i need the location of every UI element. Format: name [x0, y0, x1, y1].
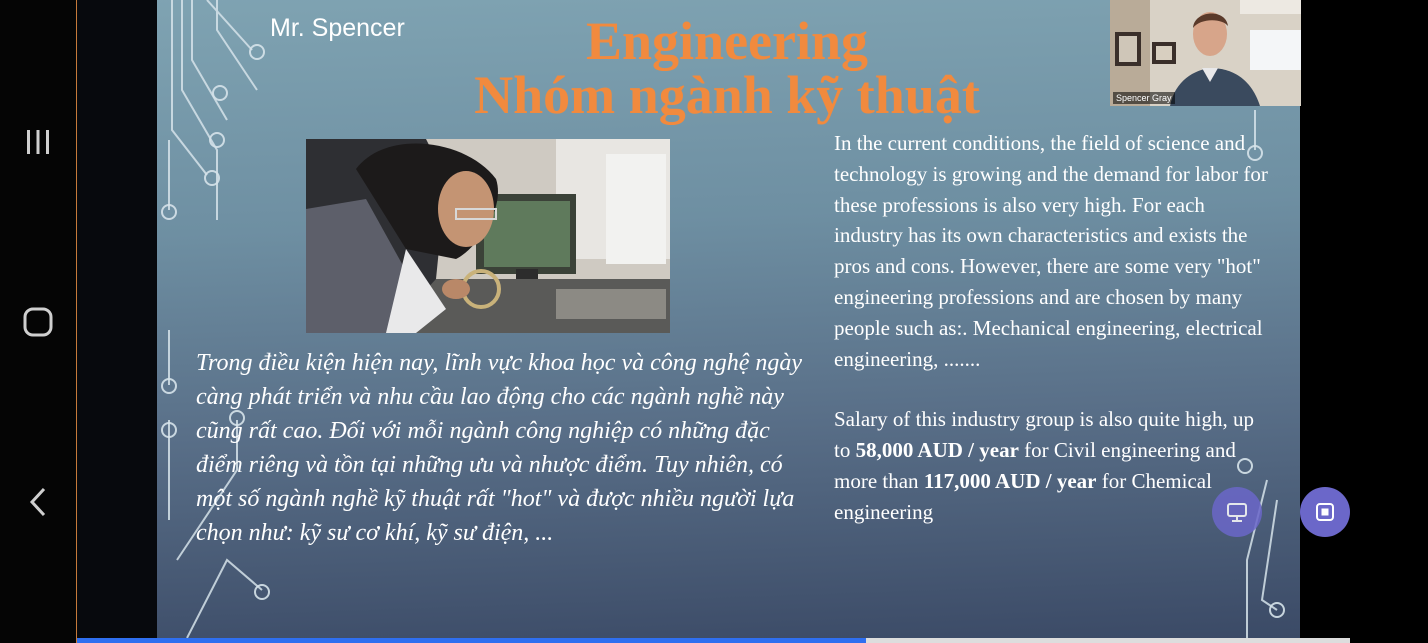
- video-progress-fill: [77, 638, 866, 643]
- vietnamese-paragraph: Trong điều kiện hiện nay, lĩnh vực khoa học và công nghệ ngày càng phát triển và nhu cầu lao động cho các ngành nghề này cũng rất cao. Đối với mỗi ngành công nghiệp có những đặc điểm riêng và tồn tại những ưu và nhược điểm. Tuy nhiên, có một số ngành nghề kỹ thuật rất "hot" và được nhiều người lựa chọn như: kỹ sư cơ khí, kỹ sư điện, ...: [196, 350, 803, 546]
- participant-video-thumbnail[interactable]: [1110, 0, 1301, 106]
- recents-button[interactable]: [0, 112, 76, 172]
- presenter-label: Mr. Spencer: [270, 14, 405, 42]
- english-paragraph: In the current conditions, the field of science and technology is growing and the demand for labor for these professions is also very high. For each industry has its own characteristics and exists the pros and cons. However, there are some very "hot" engineering professions and are chosen by many people such as:. Mechanical engineering, electrical engineering, .......: [834, 131, 1268, 371]
- salary-paragraph: [834, 404, 1274, 527]
- salary-civil-amount: 58,000 AUD / year: [855, 438, 1019, 463]
- slide-title-line-2: Nhóm ngành kỹ thuật: [474, 65, 980, 125]
- salary-suffix: for Chemical engineering: [834, 468, 1212, 524]
- back-icon: [26, 485, 50, 519]
- right-letterbox: [1300, 0, 1428, 643]
- engineer-photo: [306, 139, 670, 333]
- slide-title-line-1: Engineering: [585, 11, 869, 71]
- engineer-photo-illustration: [306, 139, 670, 333]
- salary-chemical-amount: 117,000 AUD / year: [923, 468, 1097, 493]
- stop-square-icon: [1313, 500, 1337, 524]
- salary-prefix: Salary of this industry group is also quite high, up to: [834, 407, 1254, 463]
- home-icon: [21, 305, 55, 339]
- back-button[interactable]: [0, 472, 76, 532]
- slide-title: [347, 11, 1107, 125]
- participant-name: Spencer Gray: [1113, 92, 1175, 104]
- presentation-button[interactable]: [1212, 487, 1262, 537]
- stop-button[interactable]: [1300, 487, 1350, 537]
- video-progress-bar[interactable]: [77, 638, 1350, 643]
- recents-icon: [23, 127, 53, 157]
- presentation-icon: [1225, 500, 1249, 524]
- participant-video-feed: [1110, 0, 1301, 106]
- english-text-block: [834, 128, 1274, 528]
- android-navigation-bar: [0, 0, 76, 643]
- home-button[interactable]: [0, 292, 76, 352]
- salary-mid: for Civil engineering and more than: [834, 438, 1236, 493]
